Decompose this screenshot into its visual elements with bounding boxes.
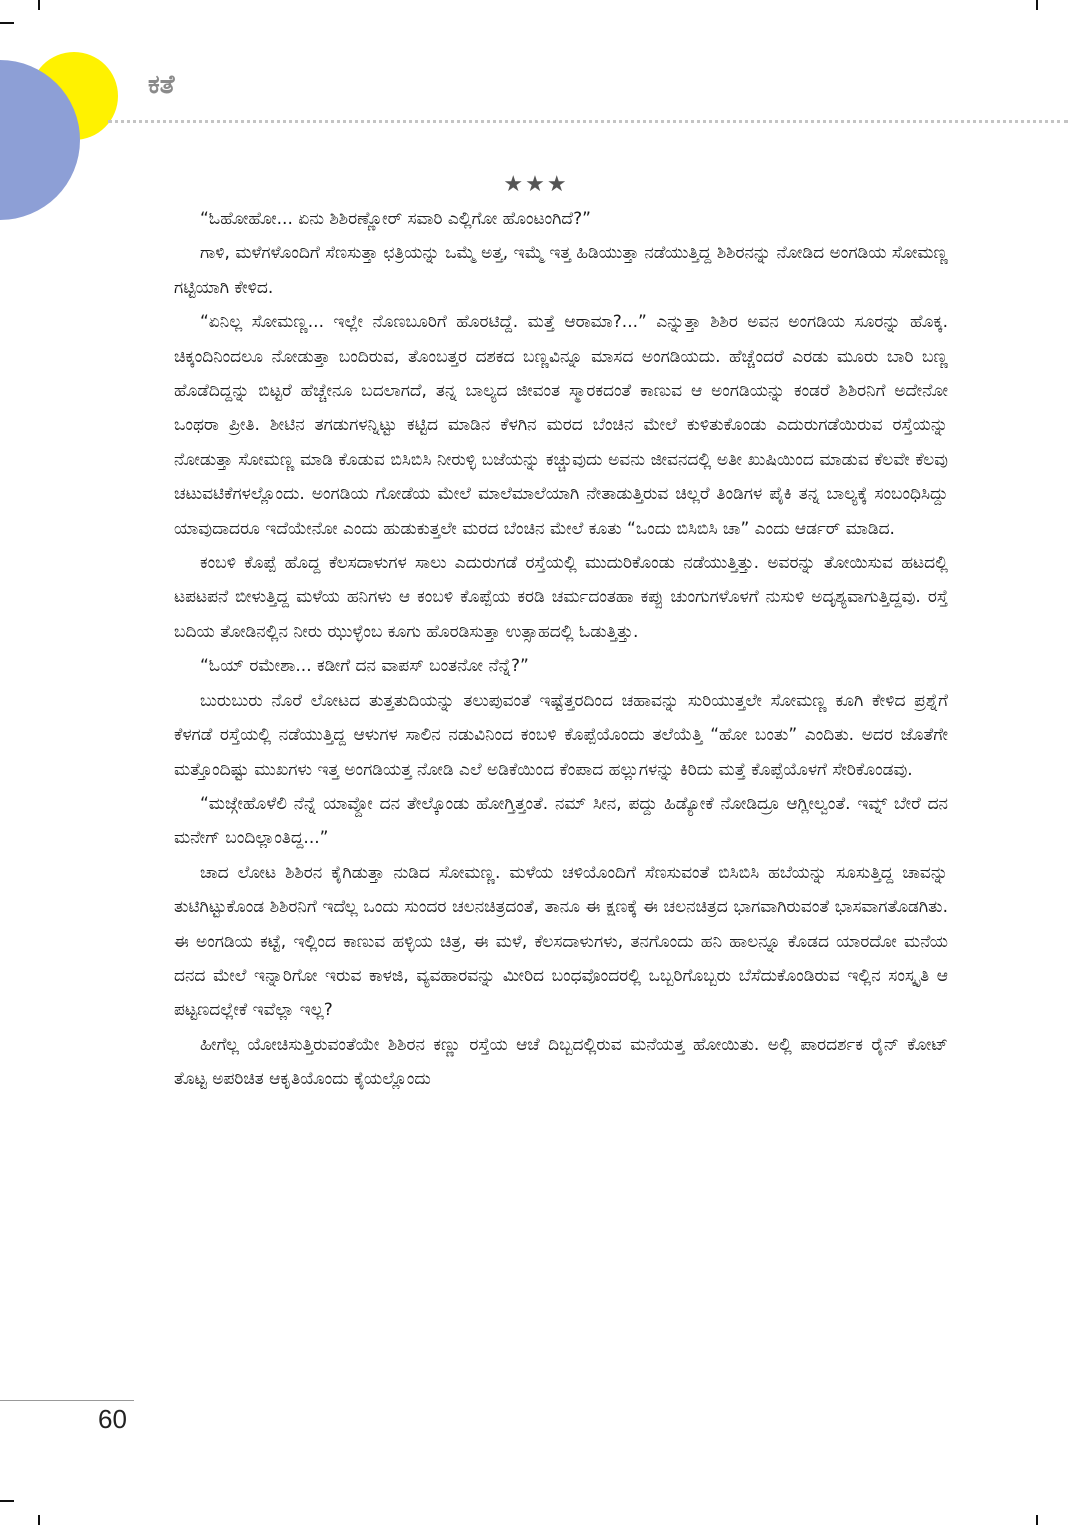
paragraph: “ಓಯ್ ರಮೇಶಾ... ಕಡೀಗೆ ದನ ವಾಪಸ್ ಬಂತನೋ ನೆನ್ನೆ?” [200, 656, 529, 677]
page-number: 60 [98, 1404, 127, 1434]
section-separator-stars: ★★★ [503, 172, 569, 197]
story-body [174, 202, 948, 1097]
crop-mark-top-left-v [38, 0, 40, 10]
section-label: ಕತೆ [148, 70, 175, 100]
crop-mark-top-left [0, 22, 14, 24]
paragraph: ಹೀಗೆಲ್ಲ ಯೋಚಿಸುತ್ತಿರುವಂತೆಯೇ ಶಿಶಿರನ ಕಣ್ಣು ರಸ್ತೆಯ ಆಚೆ ದಿಬ್ಬದಲ್ಲಿರುವ ಮನೆಯತ್ತ ಹೋಯಿತು. ಅಲ್ಲಿ ಪಾರದರ್ಶಕ ರೈನ್ ಕೋಟ್ ತೊಟ್ಟ ಅಪರಿಚಿತ ಆಕೃತಿಯೊಂದು ಕೈಯಲ್ಲೊಂದು [174, 1034, 948, 1090]
header-dotted-rule [108, 120, 1068, 123]
paragraph: ಗಾಳಿ, ಮಳೆಗಳೊಂದಿಗೆ ಸೆಣಸುತ್ತಾ ಛತ್ರಿಯನ್ನು ಒಮ್ಮೆ ಅತ್ತ, ಇಮ್ಮೆ ಇತ್ತ ಹಿಡಿಯುತ್ತಾ ನಡೆಯುತ್ತಿದ್ದ ಶಿಶಿರನನ್ನು ನೋಡಿದ ಅಂಗಡಿಯ ಸೋಮಣ್ಣ ಗಟ್ಟಿಯಾಗಿ ಕೇಳಿದ. [174, 243, 948, 298]
paragraph: ಚಾದ ಲೋಟ ಶಿಶಿರನ ಕೈಗಿಡುತ್ತಾ ನುಡಿದ ಸೋಮಣ್ಣ. ಮಳೆಯ ಚಳಿಯೊಂದಿಗೆ ಸೆಣಸುವಂತೆ ಬಿಸಿಬಿಸಿ ಹಬೆಯನ್ನು ಸೂಸುತ್ತಿದ್ದ ಚಾವನ್ನು ತುಟಿಗಿಟ್ಟುಕೊಂಡ ಶಿಶಿರನಿಗೆ ಇದೆಲ್ಲ ಒಂದು ಸುಂದರ ಚಲನಚಿತ್ರದಂತೆ, ತಾನೂ ಈ ಕ್ಷಣಕ್ಕೆ ಈ ಚಲನಚಿತ್ರದ ಭಾಗವಾಗಿರುವಂತೆ ಭಾಸವಾಗತೊಡಗಿತು. ಈ ಅಂಗಡಿಯ ಕಟ್ಟೆ, ಇಲ್ಲಿಂದ ಕಾಣುವ ಹಳ್ಳಿಯ ಚಿತ್ರ, ಈ ಮಳೆ, ಕೆಲಸದಾಳುಗಳು, ತನಗೊಂದು ಹನಿ ಹಾಲನ್ನೂ ಕೊಡದ ಯಾರದೋ ಮನೆಯ ದನದ ಮೇಲೆ ಇನ್ನಾರಿಗೋ ಇರುವ ಕಾಳಜಿ, ವ್ಯವಹಾರವನ್ನು ಮೀರಿದ ಬಂಧವೊಂದರಲ್ಲಿ ಒಬ್ಬರಿಗೊಬ್ಬರು ಬೆಸೆದುಕೊಂಡಿರುವ ಇಲ್ಲಿನ ಸಂಸ್ಕೃತಿ ಆ ಪಟ್ಟಣದಲ್ಲೇಕೆ ಇವೆಲ್ಲಾ ಇಲ್ಲ? [174, 862, 948, 1021]
paragraph: “ಏನಿಲ್ಲ ಸೋಮಣ್ಣ... ಇಲ್ಲೇ ನೊಣಬೂರಿಗೆ ಹೊರಟಿದ್ದೆ. ಮತ್ತೆ ಆರಾಮಾ?...” ಎನ್ನುತ್ತಾ ಶಿಶಿರ ಅವನ ಅಂಗಡಿಯ ಸೂರನ್ನು ಹೊಕ್ಕ. ಚಿಕ್ಕಂದಿನಿಂದಲೂ ನೋಡುತ್ತಾ ಬಂದಿರುವ, ತೊಂಬತ್ತರ ದಶಕದ ಬಣ್ಣವಿನ್ನೂ ಮಾಸದ ಅಂಗಡಿಯದು. ಹೆಚ್ಚೆಂದರೆ ಎರಡು ಮೂರು ಬಾರಿ ಬಣ್ಣ ಹೊಡೆದಿದ್ದನ್ನು ಬಿಟ್ಟರೆ ಹೆಚ್ಚೇನೂ ಬದಲಾಗದೆ, ತನ್ನ ಬಾಲ್ಯದ ಜೀವಂತ ಸ್ಮಾರಕದಂತೆ ಕಾಣುವ ಆ ಅಂಗಡಿಯನ್ನು ಕಂಡರೆ ಶಿಶಿರನಿಗೆ ಅದೇನೋ ಒಂಥರಾ ಪ್ರೀತಿ. ಶೀಟಿನ ತಗಡುಗಳನ್ನಿಟ್ಟು ಕಟ್ಟಿದ ಮಾಡಿನ ಕೆಳಗಿನ ಮರದ ಬೆಂಚಿನ ಮೇಲೆ ಕುಳಿತುಕೊಂಡು ಎದುರುಗಡೆಯಿರುವ ರಸ್ತೆಯನ್ನು ನೋಡುತ್ತಾ ಸೋಮಣ್ಣ ಮಾಡಿ ಕೊಡುವ ಬಿಸಿಬಿಸಿ ನೀರುಳ್ಳಿ ಬಜೆಯನ್ನು ಕಚ್ಚುವುದು ಅವನು ಜೀವನದಲ್ಲಿ ಅತೀ ಖುಷಿಯಿಂದ ಮಾಡುವ ಕೆಲವೇ ಕೆಲವು ಚಟುವಟಿಕೆಗಳಲ್ಲೊಂದು. ಅಂಗಡಿಯ ಗೋಡೆಯ ಮೇಲೆ ಮಾಲೆಮಾಲೆಯಾಗಿ ನೇತಾಡುತ್ತಿರುವ ಚಿಲ್ಲರೆ ತಿಂಡಿಗಳ ಪೈಕಿ ತನ್ನ ಬಾಲ್ಯಕ್ಕೆ ಸಂಬಂಧಿಸಿದ್ದು ಯಾವುದಾದರೂ ಇದೆಯೇನೋ ಎಂದು ಹುಡುಕುತ್ತಲೇ ಮರದ ಬೆಂಚಿನ ಮೇಲೆ ಕೂತು “ಒಂದು ಬಿಸಿಬಿಸಿ ಚಾ” ಎಂದು ಆರ್ಡರ್ ಮಾಡಿದ. [174, 312, 948, 539]
crop-mark-bottom-left-v [38, 1515, 40, 1525]
crop-mark-bottom-right-v [1036, 1515, 1038, 1525]
paragraph: ಬುರುಬುರು ನೊರೆ ಲೋಟದ ತುತ್ತತುದಿಯನ್ನು ತಲುಪುವಂತೆ ಇಷ್ಟೆತ್ತರದಿಂದ ಚಹಾವನ್ನು ಸುರಿಯುತ್ತಲೇ ಸೋಮಣ್ಣ ಕೂಗಿ ಕೇಳಿದ ಪ್ರಶ್ನೆಗೆ ಕೆಳಗಡೆ ರಸ್ತೆಯಲ್ಲಿ ನಡೆಯುತ್ತಿದ್ದ ಆಳುಗಳ ಸಾಲಿನ ನಡುವಿನಿಂದ ಕಂಬಳಿ ಕೊಪ್ಪೆಯೊಂದು ತಲೆಯೆತ್ತಿ “ಹೋ ಬಂತು” ಎಂದಿತು. ಅದರ ಜೊತೆಗೇ ಮತ್ತೊಂದಿಷ್ಟು ಮುಖಗಳು ಇತ್ತ ಅಂಗಡಿಯತ್ತ ನೋಡಿ ಎಲೆ ಅಡಿಕೆಯಿಂದ ಕೆಂಪಾದ ಹಲ್ಲುಗಳನ್ನು ಕಿರಿದು ಮತ್ತೆ ಕೊಪ್ಪೆಯೊಳಗೆ ಸೇರಿಕೊಂಡವು. [174, 690, 948, 780]
paragraph: “ಮಜ್ಗೇಹೊಳೆಲಿ ನೆನ್ನೆ ಯಾವ್ದೋ ದನ ತೇಲ್ಕೊಂಡು ಹೋಗ್ತಿತ್ತಂತೆ. ನಮ್ ಸೀನ, ಪದ್ದು ಹಿಡ್ಯೋಕೆ ನೋಡಿದ್ರೂ ಆಗ್ಲೀಲ್ವಂತೆ. ಇವ್ನ್ ಬೇರೆ ದನ ಮನೇಗ್ ಬಂದಿಲ್ಲಾಂತಿದ್ದ...” [174, 793, 948, 849]
footer-rule [0, 1400, 134, 1401]
crop-mark-bottom-left [0, 1500, 14, 1502]
paragraph: “ಓಹೋಹೋ... ಏನು ಶಿಶಿರಣ್ಣೋರ್ ಸವಾರಿ ಎಲ್ಲಿಗೋ ಹೊಂಟಂಗಿದೆ?” [200, 209, 591, 229]
crop-mark-top-right-v [1036, 0, 1038, 10]
paragraph: ಕಂಬಳಿ ಕೊಪ್ಪೆ ಹೊದ್ದ ಕೆಲಸದಾಳುಗಳ ಸಾಲು ಎದುರುಗಡೆ ರಸ್ತೆಯಲ್ಲಿ ಮುದುರಿಕೊಂಡು ನಡೆಯುತ್ತಿತ್ತು. ಅವರನ್ನು ತೋಯಿಸುವ ಹಟದಲ್ಲಿ ಟಪಟಪನೆ ಬೀಳುತ್ತಿದ್ದ ಮಳೆಯ ಹನಿಗಳು ಆ ಕಂಬಳಿ ಕೊಪ್ಪೆಯ ಕರಡಿ ಚರ್ಮದಂತಹಾ ಕಪ್ಪು ಚುಂಗುಗಳೊಳಗೆ ನುಸುಳಿ ಅದೃಶ್ಯವಾಗುತ್ತಿದ್ದವು. ರಸ್ತೆ ಬದಿಯ ತೋಡಿನಲ್ಲಿನ ನೀರು ಝುಳ್ಳೆಂಬ ಕೂಗು ಹೊರಡಿಸುತ್ತಾ ಉತ್ಸಾಹದಲ್ಲಿ ಓಡುತ್ತಿತ್ತು. [174, 553, 948, 642]
